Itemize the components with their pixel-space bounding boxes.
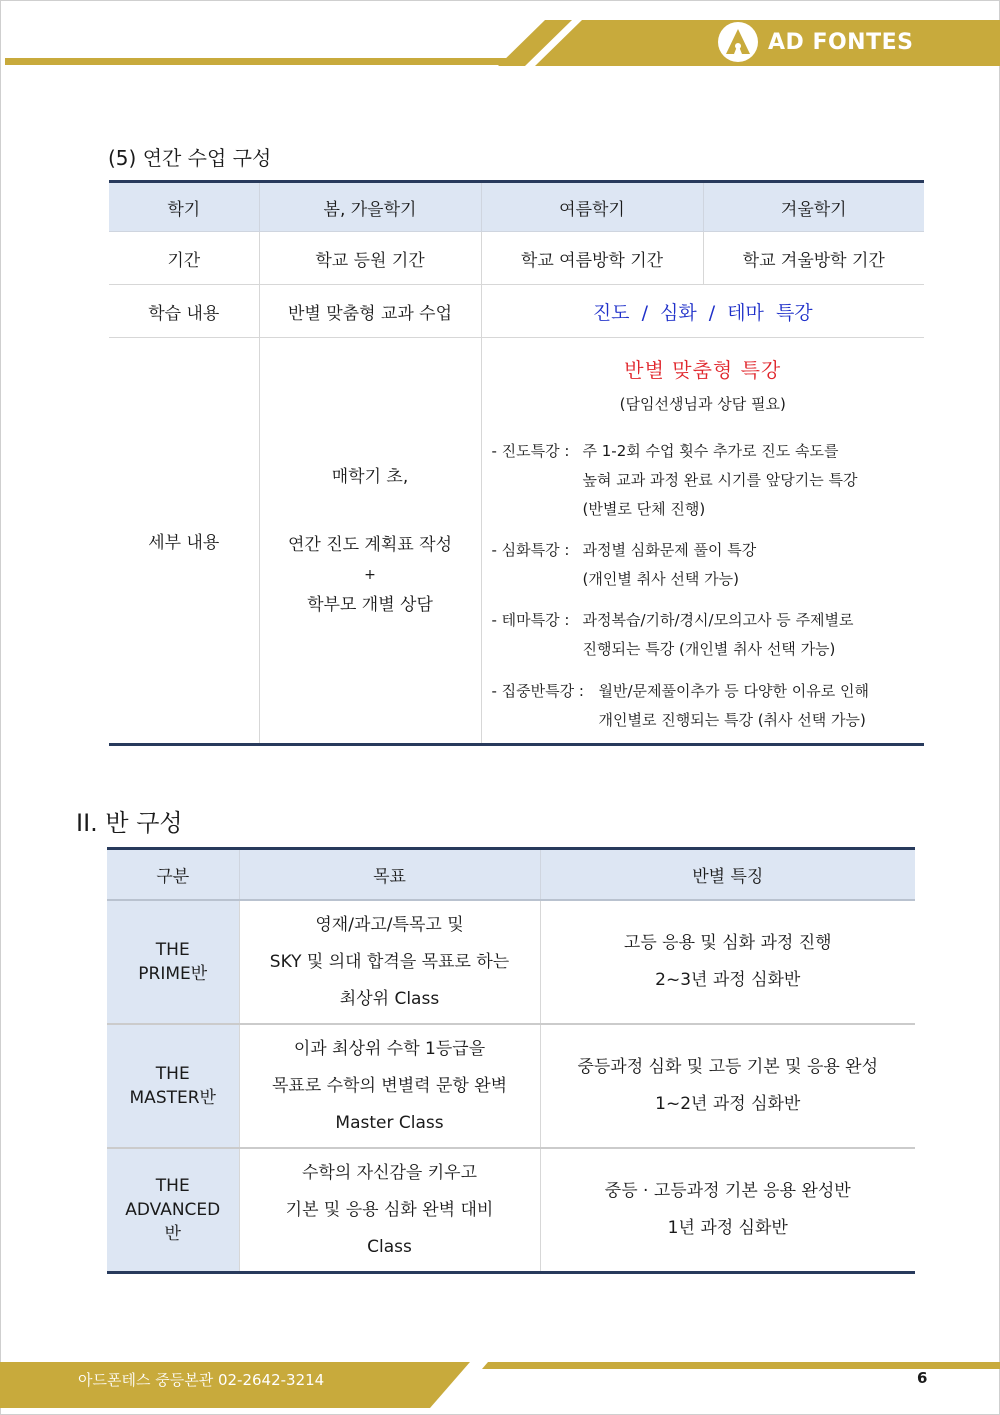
section-title-classes: II. 반 구성 xyxy=(76,809,183,837)
goal-line: SKY 및 의대 합격을 목표로 하는 xyxy=(269,951,510,972)
goal-cell xyxy=(239,900,540,1024)
item-label: - 진도특강 : xyxy=(491,442,570,460)
section-title-annual: (5) 연간 수업 구성 xyxy=(108,146,272,170)
feature-line: 고등 응용 및 심화 과정 진행 xyxy=(623,933,832,953)
vacation-detail xyxy=(481,338,924,745)
table-cell: 학교 여름방학 기간 xyxy=(481,232,703,285)
footer-contact: 아드폰테스 중등본관 02-2642-3214 xyxy=(78,1371,325,1389)
class-name-cell xyxy=(107,900,239,1024)
feature-line: 2~3년 과정 심화반 xyxy=(655,970,801,990)
table-row xyxy=(109,338,924,745)
header-cell: 겨울학기 xyxy=(703,182,924,232)
class-name-line: THE xyxy=(155,940,190,960)
detail-line: + xyxy=(364,566,376,583)
row-label: 학습 내용 xyxy=(109,285,259,338)
spring-fall-detail xyxy=(259,338,481,745)
goal-line: 최상위 Class xyxy=(339,988,440,1009)
goal-cell xyxy=(239,1024,540,1148)
class-name-line: ADVANCED xyxy=(125,1200,221,1220)
class-composition-table xyxy=(107,847,915,1274)
detail-line: 연간 진도 계획표 작성 xyxy=(287,534,452,555)
logo-text: AD FONTES xyxy=(768,29,914,55)
list-item xyxy=(482,606,925,664)
page-number: 6 xyxy=(917,1369,928,1387)
header-cell: 구분 xyxy=(107,849,239,901)
header-cell: 여름학기 xyxy=(481,182,703,232)
table-header-row xyxy=(109,182,924,232)
goal-line: 영재/과고/특목고 및 xyxy=(315,914,464,935)
item-line: 개인별로 진행되는 특강 (취사 선택 가능) xyxy=(598,711,866,729)
class-name-line: THE xyxy=(155,1064,190,1084)
table-cell: 반별 맞춤형 교과 수업 xyxy=(259,285,481,338)
list-item xyxy=(482,437,925,524)
feature-line: 중등과정 심화 및 고등 기본 및 응용 완성 xyxy=(577,1057,879,1077)
logo-mark-icon xyxy=(718,22,758,62)
class-name-line: PRIME반 xyxy=(138,964,208,984)
goal-line: 수학의 자신감을 키우고 xyxy=(301,1162,478,1183)
table-row xyxy=(107,1148,915,1273)
detail-line: 매학기 초, xyxy=(331,466,409,487)
feature-line: 중등 · 고등과정 기본 응용 완성반 xyxy=(604,1181,851,1201)
item-line: 진행되는 특강 (개인별 취사 선택 가능) xyxy=(582,640,836,658)
vacation-title: 반별 맞춤형 특강 xyxy=(624,358,782,382)
vacation-special-course: 진도 / 심화 / 테마 특강 xyxy=(481,285,924,338)
table-row xyxy=(107,1024,915,1148)
list-item xyxy=(482,536,925,594)
item-line: (반별로 단체 진행) xyxy=(582,500,706,518)
class-name-line: THE xyxy=(155,1176,190,1196)
feature-cell xyxy=(540,900,915,1024)
list-item xyxy=(482,677,925,735)
table-row xyxy=(109,285,924,338)
goal-line: Class xyxy=(367,1236,412,1257)
header-cell: 목표 xyxy=(239,849,540,901)
row-label: 기간 xyxy=(109,232,259,285)
class-name-cell xyxy=(107,1148,239,1273)
annual-schedule-table xyxy=(109,180,924,746)
goal-line: 이과 최상위 수학 1등급을 xyxy=(293,1038,486,1059)
feature-line: 1년 과정 심화반 xyxy=(667,1218,788,1238)
item-line: 월반/문제풀이추가 등 다양한 이유로 인해 xyxy=(598,682,869,700)
goal-line: Master Class xyxy=(335,1112,444,1133)
item-line: (개인별 취사 선택 가능) xyxy=(582,570,739,588)
goal-line: 기본 및 응용 심화 완벽 대비 xyxy=(285,1199,494,1220)
item-line: 과정별 심화문제 풀이 특강 xyxy=(582,541,757,559)
item-label: - 집중반특강 : xyxy=(491,682,584,700)
table-header-row xyxy=(107,849,915,901)
vacation-note: (담임선생님과 상담 필요) xyxy=(619,395,786,413)
goal-cell xyxy=(239,1148,540,1273)
item-label: - 심화특강 : xyxy=(491,541,570,559)
header-cell: 학기 xyxy=(109,182,259,232)
table-row xyxy=(109,232,924,285)
feature-cell xyxy=(540,1148,915,1273)
class-name-line: MASTER반 xyxy=(129,1088,216,1108)
item-line: 주 1-2회 수업 횟수 추가로 진도 속도를 xyxy=(582,442,839,460)
item-line: 과정복습/기하/경시/모의고사 등 주제별로 xyxy=(582,611,854,629)
header-cell: 반별 특징 xyxy=(540,849,915,901)
feature-line: 1~2년 과정 심화반 xyxy=(655,1094,801,1114)
feature-cell xyxy=(540,1024,915,1148)
row-label: 세부 내용 xyxy=(109,338,259,745)
item-label: - 테마특강 : xyxy=(491,611,570,629)
item-line: 높혀 교과 과정 완료 시기를 앞당기는 특강 xyxy=(582,471,858,489)
table-cell: 학교 등원 기간 xyxy=(259,232,481,285)
class-name-line: 반 xyxy=(164,1224,181,1244)
header-cell: 봄, 가을학기 xyxy=(259,182,481,232)
table-row xyxy=(107,900,915,1024)
goal-line: 목표로 수학의 변별력 문항 완벽 xyxy=(271,1075,508,1096)
table-cell: 학교 겨울방학 기간 xyxy=(703,232,924,285)
brand-logo xyxy=(718,22,913,62)
detail-line: 학부모 개별 상담 xyxy=(307,594,433,615)
class-name-cell xyxy=(107,1024,239,1148)
